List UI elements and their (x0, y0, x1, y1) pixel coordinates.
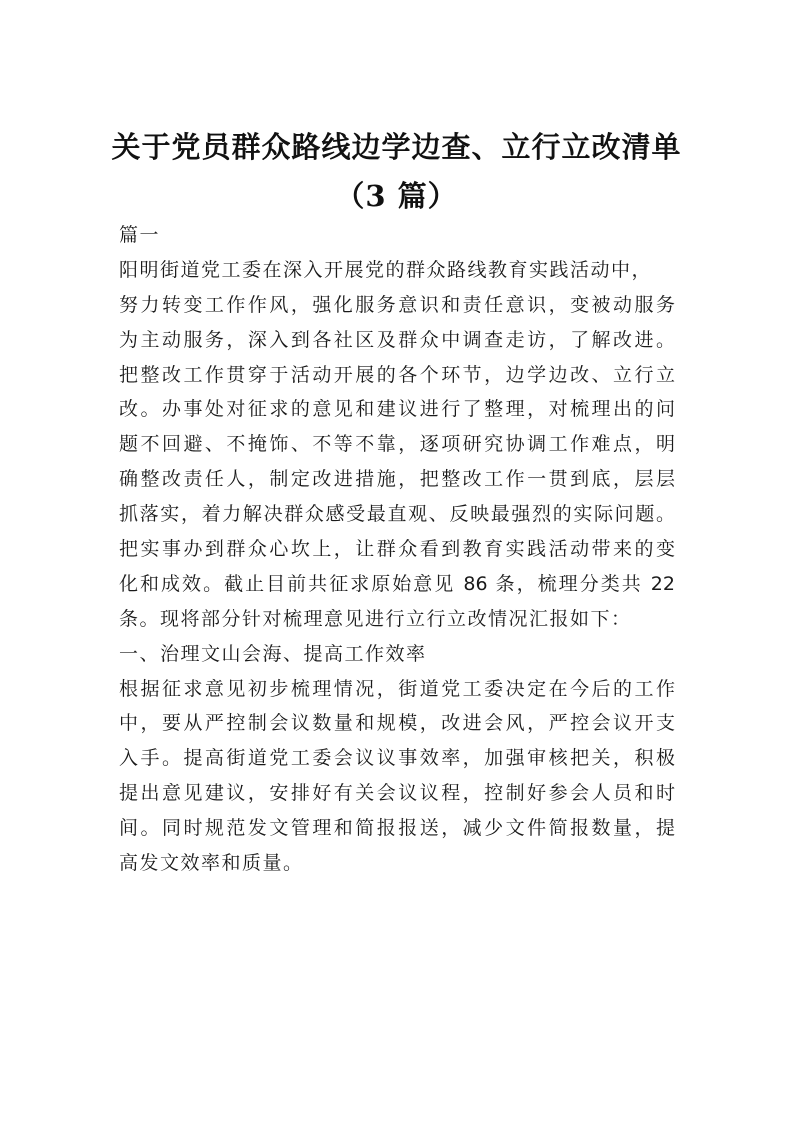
section-heading: 篇一 (119, 224, 161, 246)
section-heading: 一、治理文山会海、提高工作效率 (119, 642, 427, 665)
paragraph-line: 努力转变工作作风，强化服务意识和责任意识，变被动服务 (119, 293, 675, 316)
paragraph-line: 改。办事处对征求的意见和建议进行了整理，对梳理出的问 (119, 398, 675, 421)
paragraph-line: 题不回避、不掩饰、不等不靠，逐项研究协调工作难点，明 (119, 433, 675, 456)
paragraph-line: 根据征求意见初步梳理情况，街道党工委决定在今后的工作 (119, 677, 675, 700)
paragraph-line: 确整改责任人，制定改进措施，把整改工作一贯到底，层层 (119, 468, 675, 491)
paragraph-line: 高发文效率和质量。 (119, 852, 304, 875)
paragraph-line: 把整改工作贯穿于活动开展的各个环节，边学边改、立行立 (119, 363, 675, 386)
paragraph-line: 入手。提高街道党工委会议议事效率，加强审核把关，积极 (119, 747, 675, 770)
paragraph-line: 条。现将部分针对梳理意见进行立行立改情况汇报如下： (119, 607, 632, 630)
paragraph-line: 间。同时规范发文管理和简报报送，减少文件简报数量，提 (119, 817, 675, 840)
paragraph-line: 把实事办到群众心坎上，让群众看到教育实践活动带来的变 (119, 538, 675, 561)
paragraph-line: 提出意见建议，安排好有关会议议程，控制好参会人员和时 (119, 782, 675, 805)
paragraph-line: 为主动服务，深入到各社区及群众中调查走访，了解改进。 (119, 328, 675, 351)
document-title: 关于党员群众路线边学边查、立行立改清单 (111, 130, 682, 164)
paragraph-line: 阳明街道党工委在深入开展党的群众路线教育实践活动中， (119, 258, 653, 281)
paragraph-line: 中，要从严控制会议数量和规模，改进会风，严控会议开支 (119, 712, 675, 735)
paragraph-line: 抓落实，着力解决群众感受最直观、反映最强烈的实际问题。 (119, 503, 675, 526)
paragraph-line: 化和成效。截止目前共征求原始意见 86 条，梳理分类共 22 (119, 572, 675, 595)
document-title-subtitle: （3 篇） (335, 179, 458, 213)
document-body (119, 218, 675, 881)
